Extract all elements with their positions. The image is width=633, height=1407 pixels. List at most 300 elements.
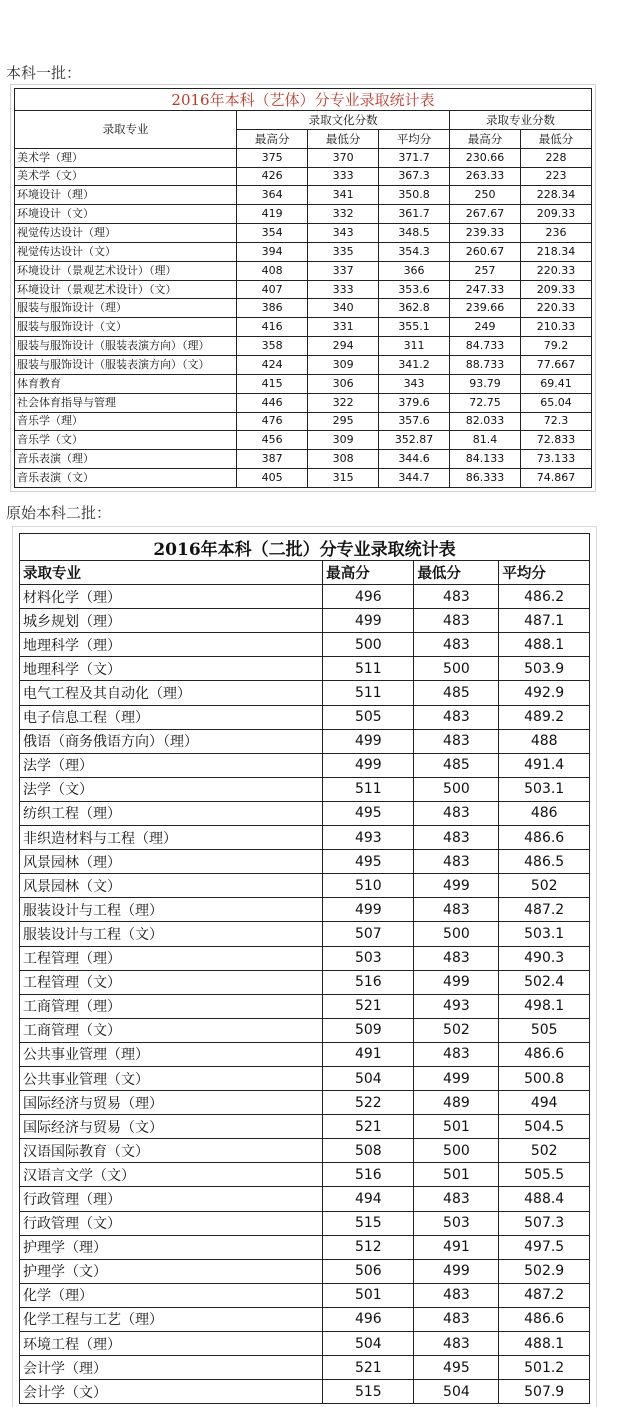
score-cell: 498.1 [499, 994, 590, 1018]
score-cell: 488 [499, 729, 590, 753]
score-cell: 499 [414, 874, 499, 898]
score-cell: 483 [414, 946, 499, 970]
major-name-cell: 工程管理（理） [20, 946, 323, 970]
major-name-cell: 俄语（商务俄语方向）（理） [20, 729, 323, 753]
score-cell: 74.867 [521, 469, 592, 488]
major-name-cell: 环境工程（理） [20, 1332, 323, 1356]
second-batch-admission-table [19, 533, 590, 1404]
table-row [20, 1235, 590, 1259]
table-row [20, 1356, 590, 1380]
score-cell: 333 [308, 280, 379, 299]
header-min: 最低分 [308, 129, 379, 148]
major-name-cell: 护理学（文） [20, 1259, 323, 1283]
table-row [20, 1380, 590, 1404]
score-cell: 357.6 [379, 412, 450, 431]
table-row [20, 681, 590, 705]
major-name-cell: 地理科学（理） [20, 633, 323, 657]
table-row [20, 705, 590, 729]
score-cell: 486.6 [499, 1042, 590, 1066]
score-cell: 236 [521, 224, 592, 243]
major-name-cell: 视觉传达设计（文） [15, 242, 237, 261]
score-cell: 79.2 [521, 337, 592, 356]
score-cell: 82.033 [450, 412, 521, 431]
score-cell: 483 [414, 705, 499, 729]
score-cell: 295 [308, 412, 379, 431]
score-cell: 341.2 [379, 355, 450, 374]
table-row [20, 585, 590, 609]
score-cell: 247.33 [450, 280, 521, 299]
score-cell: 405 [237, 469, 308, 488]
score-cell: 249 [450, 318, 521, 337]
score-cell: 483 [414, 1042, 499, 1066]
score-cell: 501 [323, 1283, 414, 1307]
table-row [20, 729, 590, 753]
score-cell: 521 [323, 1115, 414, 1139]
score-cell: 322 [308, 393, 379, 412]
score-cell: 86.333 [450, 469, 521, 488]
major-name-cell: 化学（理） [20, 1283, 323, 1307]
header-max: 最高分 [237, 129, 308, 148]
score-cell: 341 [308, 186, 379, 205]
header-avg: 平均分 [379, 129, 450, 148]
header-professional-score: 录取专业分数 [450, 111, 592, 130]
score-cell: 361.7 [379, 205, 450, 224]
score-cell: 505 [323, 705, 414, 729]
major-name-cell: 服装设计与工程（理） [20, 898, 323, 922]
score-cell: 489 [414, 1091, 499, 1115]
score-cell: 424 [237, 355, 308, 374]
header-avg: 平均分 [499, 561, 590, 585]
score-cell: 223 [521, 167, 592, 186]
score-cell: 88.733 [450, 355, 521, 374]
major-name-cell: 音乐学（文） [15, 431, 237, 450]
score-cell: 352.87 [379, 431, 450, 450]
score-cell: 267.67 [450, 205, 521, 224]
table-row [20, 994, 590, 1018]
score-cell: 485 [414, 753, 499, 777]
table-row [15, 242, 592, 261]
major-name-cell: 电子信息工程（理） [20, 705, 323, 729]
header-min: 最低分 [414, 561, 499, 585]
score-cell: 209.33 [521, 205, 592, 224]
score-cell: 362.8 [379, 299, 450, 318]
score-cell: 407 [237, 280, 308, 299]
score-cell: 505.5 [499, 1163, 590, 1187]
table-row [20, 1211, 590, 1235]
score-cell: 501 [414, 1115, 499, 1139]
score-cell: 72.75 [450, 393, 521, 412]
score-cell: 500 [414, 922, 499, 946]
table-row [20, 898, 590, 922]
score-cell: 502 [499, 874, 590, 898]
score-cell: 230.66 [450, 148, 521, 167]
table-row [20, 801, 590, 825]
score-cell: 358 [237, 337, 308, 356]
score-cell: 228 [521, 148, 592, 167]
score-cell: 486.2 [499, 585, 590, 609]
major-name-cell: 工商管理（文） [20, 1018, 323, 1042]
score-cell: 521 [323, 994, 414, 1018]
major-name-cell: 行政管理（理） [20, 1187, 323, 1211]
score-cell: 515 [323, 1380, 414, 1404]
table-row [15, 450, 592, 469]
score-cell: 495 [323, 801, 414, 825]
score-cell: 343 [379, 374, 450, 393]
score-cell: 220.33 [521, 299, 592, 318]
score-cell: 504.5 [499, 1115, 590, 1139]
score-cell: 486.5 [499, 850, 590, 874]
table-row [15, 261, 592, 280]
score-cell: 332 [308, 205, 379, 224]
score-cell: 499 [414, 1259, 499, 1283]
table-row [20, 1187, 590, 1211]
major-name-cell: 风景园林（文） [20, 874, 323, 898]
major-name-cell: 服装与服饰设计（服装表演方向）（理） [15, 337, 237, 356]
score-cell: 511 [323, 681, 414, 705]
header-major: 录取专业 [15, 111, 237, 149]
score-cell: 491.4 [499, 753, 590, 777]
score-cell: 490.3 [499, 946, 590, 970]
score-cell: 476 [237, 412, 308, 431]
score-cell: 496 [323, 585, 414, 609]
score-cell: 84.133 [450, 450, 521, 469]
table-title: 2016年本科（二批）分专业录取统计表 [20, 534, 590, 561]
major-name-cell: 环境设计（理） [15, 186, 237, 205]
score-cell: 370 [308, 148, 379, 167]
table-title: 2016年本科（艺体）分专业录取统计表 [15, 89, 592, 111]
score-cell: 415 [237, 374, 308, 393]
table-row [20, 1332, 590, 1356]
table-row [20, 874, 590, 898]
table-row [20, 946, 590, 970]
score-cell: 504 [323, 1066, 414, 1090]
major-name-cell: 美术学（文） [15, 167, 237, 186]
major-name-cell: 公共事业管理（理） [20, 1042, 323, 1066]
major-name-cell: 服装设计与工程（文） [20, 922, 323, 946]
score-cell: 260.67 [450, 242, 521, 261]
table-row [20, 970, 590, 994]
major-name-cell: 视觉传达设计（理） [15, 224, 237, 243]
score-cell: 239.33 [450, 224, 521, 243]
score-cell: 491 [323, 1042, 414, 1066]
score-cell: 333 [308, 167, 379, 186]
score-cell: 502 [414, 1018, 499, 1042]
score-cell: 416 [237, 318, 308, 337]
score-cell: 487.2 [499, 1283, 590, 1307]
score-cell: 335 [308, 242, 379, 261]
score-cell: 354.3 [379, 242, 450, 261]
score-cell: 84.733 [450, 337, 521, 356]
score-cell: 502.4 [499, 970, 590, 994]
table-row [20, 850, 590, 874]
score-cell: 379.6 [379, 393, 450, 412]
score-cell: 486.6 [499, 1307, 590, 1331]
score-cell: 315 [308, 469, 379, 488]
score-cell: 510 [323, 874, 414, 898]
table-row [20, 1066, 590, 1090]
score-cell: 308 [308, 450, 379, 469]
score-cell: 503.9 [499, 657, 590, 681]
major-name-cell: 工程管理（文） [20, 970, 323, 994]
major-name-cell: 环境设计（文） [15, 205, 237, 224]
score-cell: 209.33 [521, 280, 592, 299]
score-cell: 488.1 [499, 1332, 590, 1356]
header-max: 最高分 [323, 561, 414, 585]
score-cell: 496 [323, 1307, 414, 1331]
table-row [15, 431, 592, 450]
score-cell: 502.9 [499, 1259, 590, 1283]
major-name-cell: 音乐表演（理） [15, 450, 237, 469]
score-cell: 505 [499, 1018, 590, 1042]
major-name-cell: 电气工程及其自动化（理） [20, 681, 323, 705]
score-cell: 366 [379, 261, 450, 280]
score-cell: 456 [237, 431, 308, 450]
score-cell: 72.833 [521, 431, 592, 450]
score-cell: 309 [308, 355, 379, 374]
score-cell: 499 [323, 729, 414, 753]
table-row [20, 1259, 590, 1283]
table-row [15, 374, 592, 393]
score-cell: 394 [237, 242, 308, 261]
score-cell: 311 [379, 337, 450, 356]
score-cell: 489.2 [499, 705, 590, 729]
score-cell: 494 [323, 1187, 414, 1211]
major-name-cell: 材料化学（理） [20, 585, 323, 609]
score-cell: 354 [237, 224, 308, 243]
score-cell: 507.9 [499, 1380, 590, 1404]
score-cell: 507 [323, 922, 414, 946]
score-cell: 501 [414, 1163, 499, 1187]
score-cell: 516 [323, 1163, 414, 1187]
major-name-cell: 国际经济与贸易（理） [20, 1091, 323, 1115]
score-cell: 493 [323, 826, 414, 850]
score-cell: 511 [323, 777, 414, 801]
table-row [20, 1042, 590, 1066]
score-cell: 483 [414, 729, 499, 753]
table-row [15, 186, 592, 205]
art-admission-table [14, 88, 592, 488]
score-cell: 257 [450, 261, 521, 280]
section-label-batch-1: 本科一批： [6, 64, 82, 82]
score-cell: 522 [323, 1091, 414, 1115]
score-cell: 263.33 [450, 167, 521, 186]
score-cell: 483 [414, 1307, 499, 1331]
score-cell: 483 [414, 585, 499, 609]
score-cell: 93.79 [450, 374, 521, 393]
score-cell: 309 [308, 431, 379, 450]
header-major: 录取专业 [20, 561, 323, 585]
score-cell: 446 [237, 393, 308, 412]
score-cell: 220.33 [521, 261, 592, 280]
table-row [20, 922, 590, 946]
table-row [15, 412, 592, 431]
score-cell: 499 [323, 753, 414, 777]
score-cell: 65.04 [521, 393, 592, 412]
score-cell: 483 [414, 633, 499, 657]
header-pro-min: 最低分 [521, 129, 592, 148]
score-cell: 426 [237, 167, 308, 186]
major-name-cell: 工商管理（理） [20, 994, 323, 1018]
score-cell: 499 [323, 609, 414, 633]
score-cell: 408 [237, 261, 308, 280]
table-row [20, 609, 590, 633]
major-name-cell: 非织造材料与工程（理） [20, 826, 323, 850]
major-name-cell: 行政管理（文） [20, 1211, 323, 1235]
score-cell: 483 [414, 801, 499, 825]
table-row [15, 299, 592, 318]
table-row [15, 224, 592, 243]
score-cell: 500 [414, 777, 499, 801]
major-name-cell: 音乐学（理） [15, 412, 237, 431]
table-row [20, 826, 590, 850]
score-cell: 491 [414, 1235, 499, 1259]
score-cell: 72.3 [521, 412, 592, 431]
score-cell: 77.667 [521, 355, 592, 374]
score-cell: 500 [414, 1139, 499, 1163]
score-cell: 306 [308, 374, 379, 393]
score-cell: 81.4 [450, 431, 521, 450]
table-row [15, 393, 592, 412]
header-pro-max: 最高分 [450, 129, 521, 148]
score-cell: 501.2 [499, 1356, 590, 1380]
major-name-cell: 纺织工程（理） [20, 801, 323, 825]
major-name-cell: 化学工程与工艺（理） [20, 1307, 323, 1331]
major-name-cell: 会计学（文） [20, 1380, 323, 1404]
table-row [20, 1163, 590, 1187]
score-cell: 515 [323, 1211, 414, 1235]
score-cell: 486.6 [499, 826, 590, 850]
score-cell: 483 [414, 1283, 499, 1307]
score-cell: 503.1 [499, 922, 590, 946]
major-name-cell: 会计学（理） [20, 1356, 323, 1380]
score-cell: 503 [414, 1211, 499, 1235]
score-cell: 364 [237, 186, 308, 205]
major-name-cell: 音乐表演（文） [15, 469, 237, 488]
table-row [20, 1307, 590, 1331]
score-cell: 506 [323, 1259, 414, 1283]
score-cell: 344.7 [379, 469, 450, 488]
score-cell: 511 [323, 657, 414, 681]
major-name-cell: 公共事业管理（文） [20, 1066, 323, 1090]
score-cell: 516 [323, 970, 414, 994]
table-row [15, 148, 592, 167]
score-cell: 367.3 [379, 167, 450, 186]
score-cell: 331 [308, 318, 379, 337]
table-row [20, 1139, 590, 1163]
score-cell: 419 [237, 205, 308, 224]
score-cell: 500.8 [499, 1066, 590, 1090]
score-cell: 488.1 [499, 633, 590, 657]
score-cell: 487.2 [499, 898, 590, 922]
score-cell: 499 [323, 898, 414, 922]
table-row [15, 318, 592, 337]
score-cell: 386 [237, 299, 308, 318]
table-row [15, 280, 592, 299]
score-cell: 495 [414, 1356, 499, 1380]
table-row [15, 337, 592, 356]
major-name-cell: 法学（文） [20, 777, 323, 801]
major-name-cell: 护理学（理） [20, 1235, 323, 1259]
major-name-cell: 风景园林（理） [20, 850, 323, 874]
score-cell: 504 [414, 1380, 499, 1404]
major-name-cell: 体育教育 [15, 374, 237, 393]
score-cell: 355.1 [379, 318, 450, 337]
table-row [15, 205, 592, 224]
table-row [20, 753, 590, 777]
score-cell: 483 [414, 1332, 499, 1356]
score-cell: 344.6 [379, 450, 450, 469]
score-cell: 210.33 [521, 318, 592, 337]
score-cell: 250 [450, 186, 521, 205]
score-cell: 494 [499, 1091, 590, 1115]
score-cell: 353.6 [379, 280, 450, 299]
score-cell: 387 [237, 450, 308, 469]
score-cell: 371.7 [379, 148, 450, 167]
score-cell: 521 [323, 1356, 414, 1380]
major-name-cell: 社会体育指导与管理 [15, 393, 237, 412]
score-cell: 218.34 [521, 242, 592, 261]
score-cell: 69.41 [521, 374, 592, 393]
score-cell: 504 [323, 1332, 414, 1356]
score-cell: 485 [414, 681, 499, 705]
major-name-cell: 服装与服饰设计（服装表演方向）（文） [15, 355, 237, 374]
score-cell: 483 [414, 826, 499, 850]
score-cell: 337 [308, 261, 379, 280]
score-cell: 499 [414, 970, 499, 994]
score-cell: 350.8 [379, 186, 450, 205]
score-cell: 497.5 [499, 1235, 590, 1259]
major-name-cell: 服装与服饰设计（文） [15, 318, 237, 337]
score-cell: 495 [323, 850, 414, 874]
score-cell: 503.1 [499, 777, 590, 801]
table-row [20, 1115, 590, 1139]
table-row [20, 1018, 590, 1042]
score-cell: 486 [499, 801, 590, 825]
score-cell: 483 [414, 898, 499, 922]
score-cell: 488.4 [499, 1187, 590, 1211]
score-cell: 500 [414, 657, 499, 681]
score-cell: 348.5 [379, 224, 450, 243]
score-cell: 492.9 [499, 681, 590, 705]
table-row [15, 167, 592, 186]
score-cell: 294 [308, 337, 379, 356]
second-batch-table-image [12, 526, 597, 1407]
score-cell: 483 [414, 1187, 499, 1211]
score-cell: 228.34 [521, 186, 592, 205]
major-name-cell: 服装与服饰设计（理） [15, 299, 237, 318]
header-culture-score: 录取文化分数 [237, 111, 450, 130]
score-cell: 499 [414, 1066, 499, 1090]
score-cell: 487.1 [499, 609, 590, 633]
score-cell: 483 [414, 609, 499, 633]
table-row [15, 469, 592, 488]
major-name-cell: 地理科学（文） [20, 657, 323, 681]
score-cell: 500 [323, 633, 414, 657]
score-cell: 73.133 [521, 450, 592, 469]
score-cell: 502 [499, 1139, 590, 1163]
score-cell: 503 [323, 946, 414, 970]
score-cell: 509 [323, 1018, 414, 1042]
table-row [20, 633, 590, 657]
table-row [20, 1091, 590, 1115]
major-name-cell: 环境设计（景观艺术设计）（文） [15, 280, 237, 299]
section-label-batch-2: 原始本科二批： [6, 504, 112, 522]
score-cell: 483 [414, 850, 499, 874]
table-row [20, 1283, 590, 1307]
table-row [20, 777, 590, 801]
score-cell: 493 [414, 994, 499, 1018]
score-cell: 512 [323, 1235, 414, 1259]
